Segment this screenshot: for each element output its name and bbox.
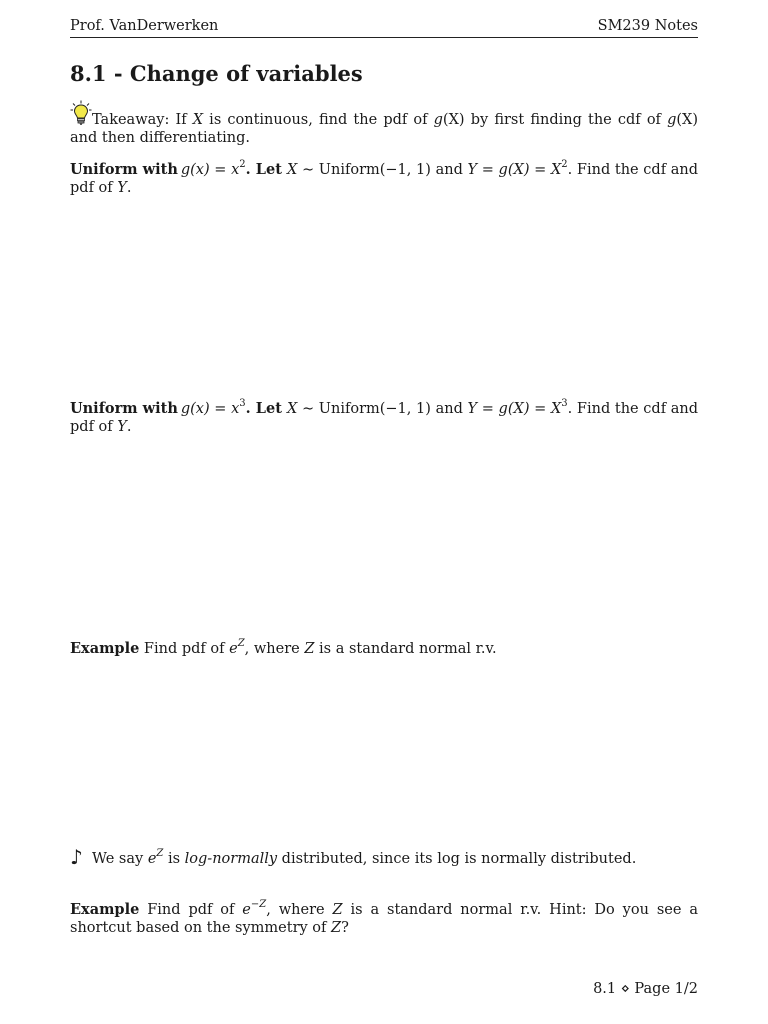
lognormal-note: We say $e^Z$ is log-normally distributed, since its log is normally distributed. (92, 848, 637, 867)
problem-heading: Uniform with (70, 161, 178, 178)
problem-heading: Uniform with (70, 400, 178, 417)
example-heading: Example (70, 901, 140, 918)
header-rule (70, 37, 698, 38)
problem-uniform-square: Uniform with $g(x) = x^2$. Let X ∼ Uniform(−1, 1) and $Y = g(X) = X^2$. Find the cdf and pdf of Y. (70, 159, 698, 196)
takeaway-text: Takeaway: If X is continuous, find the pdf of g(X) by first finding the cdf of g(X) and then differentiating. (70, 112, 698, 146)
course-code: SM239 Notes (597, 18, 698, 34)
author-name: Prof. VanDerwerken (70, 18, 219, 34)
music-note-icon: ♪ (70, 845, 83, 869)
section-title: 8.1 - Change of variables (70, 61, 363, 86)
example-heading: Example (70, 640, 140, 657)
problem-uniform-cube: Uniform with $g(x) = x^3$. Let X ∼ Uniform(−1, 1) and $Y = g(X) = X^3$. Find the cdf and pdf of Y. (70, 398, 698, 435)
example-exp-neg-z: Example Find pdf of $e^{-Z}$, where Z is a standard normal r.v. Hint: Do you see a shortcut based on the symmetry of Z? (70, 899, 698, 936)
page-footer: 8.1 ⋄ Page 1/2 (593, 981, 698, 997)
example-exp-z: Example Find pdf of $e^Z$, where Z is a standard normal r.v. (70, 638, 497, 657)
